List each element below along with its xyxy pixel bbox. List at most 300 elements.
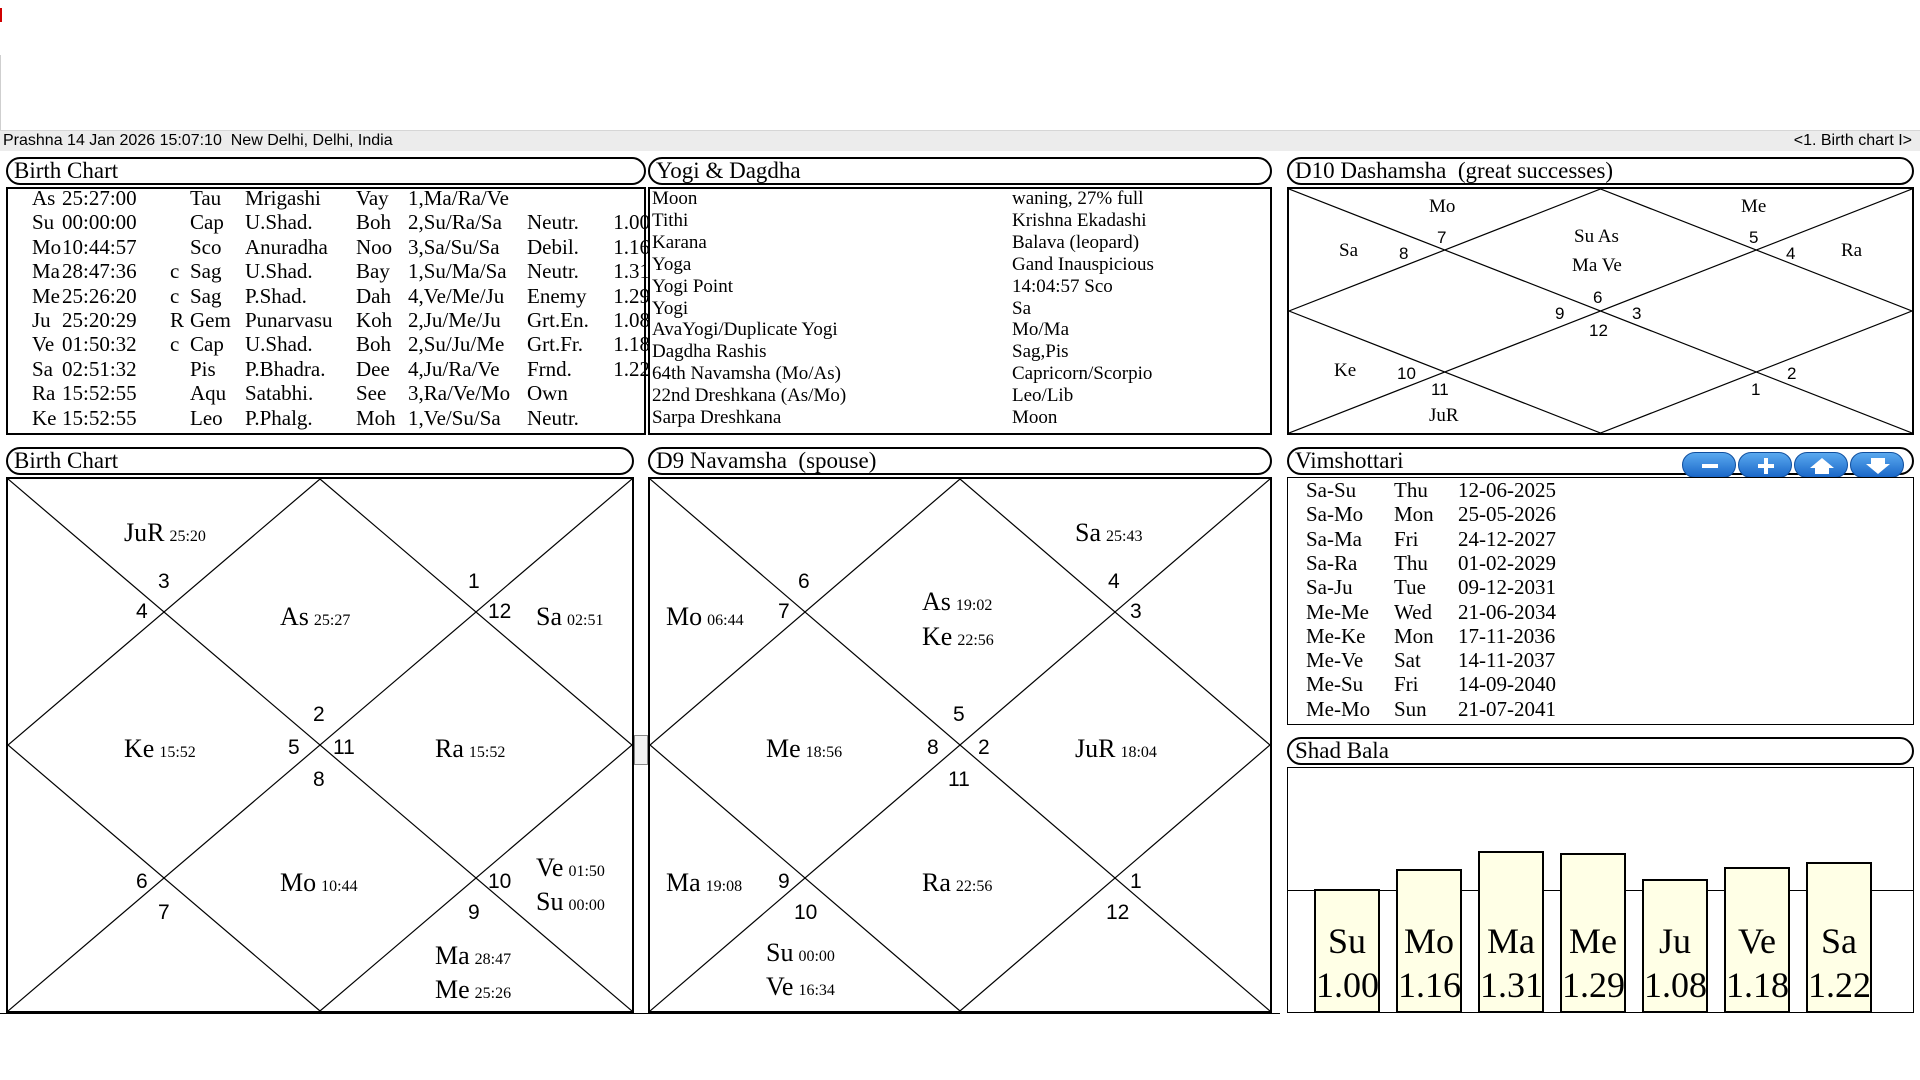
yogi-row	[652, 319, 1272, 341]
bc-ke-degree: 15:52	[159, 744, 196, 761]
planet-cell-deg: 01:50:32	[62, 332, 137, 357]
bc-me-name: Me	[435, 975, 470, 1004]
shadbala-bar	[1314, 889, 1380, 1013]
planet-cell-rel: Neutr.	[527, 405, 579, 430]
yogi-row	[652, 363, 1272, 385]
bc-ke	[124, 736, 196, 766]
planet-cell-bal: 1.29	[613, 283, 650, 308]
d9-jur-degree: 18:04	[1120, 744, 1157, 761]
d9-n6: 6	[798, 570, 810, 593]
planet-row	[10, 332, 650, 356]
planet-cell-sign: Sag	[190, 283, 222, 308]
planet-cell-rel: Frnd.	[527, 356, 572, 381]
dasha-day: Thu	[1394, 550, 1428, 575]
vimshottari-row[interactable]	[1306, 600, 1706, 624]
yogi-key: 64th Navamsha (Mo/As)	[652, 363, 841, 385]
chart-selector-label[interactable]: <1. Birth chart I>	[1793, 132, 1912, 149]
shadbala-bar-value: 1.22	[1808, 964, 1871, 1005]
bc-n4: 4	[136, 600, 148, 623]
shadbala-bar-label: Sa	[1821, 920, 1857, 961]
bc-n7: 7	[158, 901, 170, 924]
planet-cell-pada: Boh	[356, 332, 392, 357]
planet-cell-lords: 2,Su/Ju/Me	[408, 332, 505, 357]
dasha-period: Me-Me	[1306, 599, 1369, 624]
bc-sa-degree: 02:51	[567, 612, 604, 629]
d9-n3: 3	[1130, 600, 1142, 623]
d10-center2: Ma Ve	[1572, 255, 1622, 276]
bc-me	[435, 977, 511, 1007]
d9-ke	[922, 624, 994, 654]
planet-cell-pada: Moh	[356, 405, 396, 430]
arrow-up-icon	[1795, 453, 1849, 479]
bc-n10: 10	[488, 870, 512, 893]
shadbala-title: Shad Bala	[1287, 737, 1914, 765]
planet-row	[10, 406, 650, 430]
planet-cell-pada: Noo	[356, 234, 393, 259]
bc-ra	[435, 736, 505, 766]
yogi-row	[652, 385, 1272, 407]
yogi-value: Sa	[1012, 297, 1031, 319]
bc-n3: 3	[158, 570, 170, 593]
yogi-key: Moon	[652, 188, 698, 209]
planet-cell-deg: 15:52:55	[62, 381, 137, 406]
level-down-button[interactable]	[1850, 452, 1904, 478]
d9-ve-name: Ve	[766, 972, 794, 1001]
bc-as-name: As	[280, 602, 309, 631]
zoom-out-button[interactable]	[1682, 452, 1736, 478]
vimshottari-title: Vimshottari	[1287, 447, 1914, 475]
d9-me-name: Me	[766, 734, 801, 763]
yogi-row	[652, 232, 1272, 254]
d9-ve-degree: 16:34	[798, 982, 835, 999]
birth-chart-panel[interactable]	[6, 477, 634, 1013]
planet-cell-pada: Dah	[356, 283, 391, 308]
yogi-key: Yogi	[652, 297, 689, 319]
planet-row	[10, 357, 650, 381]
planet-cell-deg: 25:26:20	[62, 283, 137, 308]
d9-as	[922, 589, 992, 619]
bc-as-degree: 25:27	[313, 612, 351, 629]
planet-cell-deg: 00:00:00	[62, 210, 137, 235]
zoom-in-button[interactable]	[1738, 452, 1792, 478]
dasha-date: 24-12-2027	[1458, 526, 1556, 551]
yogi-value: Sag,Pis	[1012, 341, 1069, 363]
bc-sa	[536, 604, 603, 634]
dasha-period: Sa-Su	[1306, 478, 1357, 502]
bc-n9: 9	[468, 901, 480, 924]
planet-cell-nak: Satabhi.	[245, 381, 314, 406]
planet-cell-lords: 2,Ju/Me/Ju	[408, 308, 501, 332]
planet-cell-rel: Neutr.	[527, 210, 579, 235]
bc-ve-degree: 01:50	[568, 863, 605, 880]
d10-n2: 2	[1787, 364, 1797, 383]
shadbala-bar-value: 1.31	[1480, 965, 1543, 1005]
dasha-day: Wed	[1394, 599, 1432, 624]
bc-ke-name: Ke	[124, 734, 155, 763]
planet-cell-nak: P.Bhadra.	[245, 356, 326, 381]
planet-cell-lords: 4,Ju/Ra/Ve	[408, 356, 500, 381]
dasha-period: Sa-Ra	[1306, 550, 1358, 575]
bc-su-degree: 00:00	[568, 897, 605, 914]
shadbala-bar	[1724, 867, 1790, 1013]
planet-cell-nak: P.Phalg.	[245, 405, 313, 430]
bc-mo-name: Mo	[280, 868, 317, 897]
dasha-day: Sat	[1394, 648, 1421, 673]
dasha-period: Me-Ve	[1306, 648, 1364, 673]
planet-cell-sign: Gem	[190, 308, 231, 332]
shadbala-bar	[1396, 869, 1462, 1013]
shadbala-bar-value: 1.18	[1726, 964, 1789, 1005]
shadbala-bar-label: Me	[1569, 920, 1617, 961]
d9-mo-name: Mo	[666, 602, 703, 631]
yogi-value: Mo/Ma	[1012, 319, 1069, 341]
planet-cell-lords: 3,Sa/Su/Sa	[408, 234, 500, 259]
planet-cell-rel: Grt.Fr.	[527, 332, 584, 357]
yogi-key: Yoga	[652, 253, 692, 275]
planet-cell-bal: 1.22	[613, 356, 650, 381]
planet-cell-sign: Leo	[190, 405, 223, 430]
shadbala-bar	[1642, 879, 1708, 1013]
planet-cell-p: Sa	[32, 356, 53, 381]
d9-title: D9 Navamsha (spouse)	[648, 447, 1272, 475]
yogi-row	[652, 298, 1272, 320]
d9-ra	[922, 870, 992, 900]
planet-cell-p: Ve	[32, 332, 55, 357]
d9-panel[interactable]	[648, 477, 1272, 1013]
d10-mo: Mo	[1429, 196, 1456, 217]
d10-n4: 4	[1786, 244, 1796, 263]
vimshottari-row[interactable]	[1306, 672, 1706, 696]
splitter-handle[interactable]	[634, 735, 648, 765]
planet-cell-bal: 1.16	[613, 234, 650, 259]
shadbala-bar	[1806, 862, 1872, 1013]
planet-cell-p: Ra	[32, 381, 56, 406]
d9-ke-name: Ke	[922, 622, 953, 651]
planet-cell-flag: c	[170, 259, 180, 284]
level-up-button[interactable]	[1794, 452, 1848, 478]
d9-n10: 10	[794, 901, 818, 924]
planet-cell-sign: Sag	[190, 259, 222, 284]
planet-cell-deg: 15:52:55	[62, 405, 137, 430]
chart-info-text: Prashna 14 Jan 2026 15:07:10 New Delhi, Delhi, India	[3, 132, 393, 149]
planet-cell-flag: R	[170, 308, 185, 332]
yogi-row	[652, 276, 1272, 298]
planet-cell-p: Su	[32, 210, 55, 235]
d10-n9: 9	[1555, 304, 1565, 323]
planet-cell-sign: Cap	[190, 210, 224, 235]
bc-ma	[435, 943, 511, 973]
planet-cell-pada: Boh	[356, 210, 392, 235]
bottom-border	[0, 1013, 1280, 1018]
planet-cell-bal: 1.08	[613, 308, 650, 332]
shadbala-bar	[1560, 853, 1626, 1013]
d9-n5: 5	[953, 703, 965, 726]
birth-chart-title: Birth Chart	[6, 447, 634, 475]
vimshottari-row[interactable]	[1306, 502, 1706, 526]
yogi-row	[652, 188, 1272, 210]
d9-su-name: Su	[766, 938, 794, 967]
shadbala-bar-label: Ma	[1487, 921, 1535, 961]
planet-cell-pada: Vay	[356, 186, 389, 210]
planet-cell-deg: 25:20:29	[62, 308, 137, 332]
dasha-day: Thu	[1394, 478, 1428, 502]
d9-jur	[1075, 736, 1157, 766]
bc-n2: 2	[313, 703, 325, 726]
d9-n7: 7	[778, 600, 790, 623]
d10-n3: 3	[1632, 304, 1642, 323]
dasha-day: Mon	[1394, 502, 1434, 527]
dasha-period: Me-Su	[1306, 672, 1364, 697]
d10-ke: Ke	[1334, 360, 1357, 381]
d10-n8: 8	[1399, 244, 1409, 263]
plus-icon	[1739, 453, 1793, 479]
planet-cell-nak: Punarvasu	[245, 308, 333, 332]
planet-cell-lords: 1,Ve/Su/Sa	[408, 405, 501, 430]
shadbala-bar-label: Su	[1327, 921, 1367, 961]
planet-cell-p: As	[32, 186, 56, 210]
planet-cell-pada: Koh	[356, 308, 393, 332]
d9-me-degree: 18:56	[805, 744, 843, 761]
bc-su-name: Su	[536, 887, 564, 916]
shadbala-bar-label: Ve	[1738, 920, 1776, 961]
yogi-value: Capricorn/Scorpio	[1012, 363, 1153, 385]
yogi-value: 14:04:57 Sco	[1012, 275, 1113, 297]
planet-cell-rel: Neutr.	[527, 259, 579, 284]
shadbala-bar-value: 1.08	[1644, 964, 1707, 1005]
d10-title: D10 Dashamsha (great successes)	[1287, 157, 1914, 185]
bc-mo-degree: 10:44	[321, 878, 358, 895]
d9-ma-degree: 19:08	[705, 878, 743, 895]
bc-ve-name: Ve	[536, 853, 564, 882]
d9-me	[766, 736, 842, 766]
planet-cell-bal: 1.00	[613, 210, 650, 235]
d9-sa	[1075, 520, 1142, 550]
bc-n12: 12	[488, 600, 512, 623]
bc-sa-name: Sa	[536, 602, 562, 631]
arrow-down-icon	[1851, 453, 1905, 479]
bc-n1: 1	[468, 570, 480, 593]
shadbala-bar-value: 1.29	[1562, 964, 1625, 1005]
planet-cell-sign: Cap	[190, 332, 224, 357]
d10-n1: 1	[1751, 380, 1761, 399]
planet-cell-p: Ma	[32, 259, 60, 284]
planet-cell-deg: 02:51:32	[62, 356, 137, 381]
d9-ra-degree: 22:56	[955, 878, 993, 895]
d9-as-name: As	[922, 587, 951, 616]
planet-cell-deg: 28:47:36	[62, 259, 137, 284]
planet-cell-p: Mo	[32, 234, 62, 259]
dasha-day: Tue	[1394, 575, 1426, 600]
bc-n11: 11	[333, 736, 355, 759]
yogi-row	[652, 254, 1272, 276]
planet-row	[10, 381, 650, 405]
dasha-date: 14-11-2037	[1458, 648, 1556, 673]
planet-row	[10, 186, 650, 210]
yogi-key: AvaYogi/Duplicate Yogi	[652, 319, 838, 341]
yogi-key: Yogi Point	[652, 275, 733, 297]
d10-center1: Su As	[1574, 226, 1619, 247]
planet-cell-lords: 2,Su/Ra/Sa	[408, 210, 502, 235]
bc-n8: 8	[313, 768, 325, 791]
dasha-period: Sa-Ju	[1306, 575, 1353, 600]
d10-n12: 12	[1589, 321, 1608, 340]
d9-mo	[666, 604, 744, 634]
dasha-date: 14-09-2040	[1458, 672, 1556, 697]
planet-cell-pada: Dee	[356, 356, 390, 381]
yogi-value: Balava (leopard)	[1012, 231, 1140, 253]
d9-ra-name: Ra	[922, 868, 951, 897]
planet-row	[10, 210, 650, 234]
d9-ma-name: Ma	[666, 868, 701, 897]
dasha-date: 21-07-2041	[1458, 696, 1556, 721]
planet-cell-sign: Pis	[190, 356, 216, 381]
d9-n2: 2	[978, 736, 990, 759]
d9-sa-name: Sa	[1075, 518, 1101, 547]
vimshottari-row[interactable]	[1306, 624, 1706, 648]
window-edge-line	[0, 55, 3, 135]
d10-jur: JuR	[1429, 405, 1459, 426]
planet-cell-p: Ju	[32, 308, 51, 332]
planet-cell-sign: Sco	[190, 234, 222, 259]
yogi-key: Sarpa Dreshkana	[652, 407, 782, 428]
planet-cell-bal: 1.18	[613, 332, 650, 357]
d9-ke-degree: 22:56	[957, 632, 994, 649]
vimshottari-row[interactable]	[1306, 575, 1706, 599]
d9-n1: 1	[1130, 870, 1142, 893]
yogi-key: Tithi	[652, 209, 689, 231]
vimshottari-row[interactable]	[1306, 697, 1706, 721]
yogi-row	[652, 341, 1272, 363]
dasha-day: Fri	[1394, 672, 1419, 697]
yogi-title: Yogi & Dagdha	[648, 157, 1272, 185]
dasha-period: Me-Ke	[1306, 623, 1366, 648]
planet-cell-sign: Aqu	[190, 381, 227, 406]
d9-su	[766, 940, 835, 970]
planet-cell-deg: 25:27:00	[62, 186, 137, 210]
dasha-day: Fri	[1394, 526, 1419, 551]
birth-table-title: Birth Chart	[6, 157, 646, 185]
yogi-value: waning, 27% full	[1012, 188, 1144, 209]
planet-row	[10, 235, 650, 259]
yogi-row	[652, 210, 1272, 232]
planet-cell-lords: 3,Ra/Ve/Mo	[408, 381, 511, 406]
planet-cell-flag: c	[170, 283, 180, 308]
bc-n6: 6	[136, 870, 148, 893]
planet-row	[10, 308, 650, 332]
dasha-day: Mon	[1394, 623, 1434, 648]
birth-chart-lines	[8, 479, 632, 1011]
planet-cell-p: Ke	[32, 405, 57, 430]
planet-cell-rel: Debil.	[527, 234, 579, 259]
vimshottari-row[interactable]	[1306, 648, 1706, 672]
d10-n11: 11	[1431, 380, 1449, 399]
dasha-date: 25-05-2026	[1458, 502, 1556, 527]
dasha-date: 17-11-2036	[1458, 623, 1556, 648]
dasha-period: Sa-Ma	[1306, 526, 1362, 551]
d9-chart-lines	[650, 479, 1270, 1011]
minus-icon	[1683, 453, 1737, 479]
d9-sa-degree: 25:43	[1106, 528, 1143, 545]
d9-n8: 8	[927, 736, 939, 759]
bc-jur-name: JuR	[124, 518, 165, 547]
d10-ra: Ra	[1841, 240, 1863, 261]
dasha-day: Sun	[1394, 696, 1427, 721]
d10-n5: 5	[1749, 228, 1759, 247]
yogi-value: Gand Inauspicious	[1012, 253, 1154, 275]
dasha-date: 01-02-2029	[1458, 550, 1556, 575]
d10-n10: 10	[1397, 364, 1416, 383]
bc-n5: 5	[288, 736, 300, 759]
dasha-date: 21-06-2034	[1458, 599, 1556, 624]
d10-me: Me	[1741, 196, 1767, 217]
planet-cell-nak: U.Shad.	[245, 210, 313, 235]
d10-panel[interactable]	[1287, 187, 1914, 435]
bc-mo	[280, 870, 358, 900]
d9-n11: 11	[948, 768, 970, 791]
planet-cell-nak: U.Shad.	[245, 259, 313, 284]
vimshottari-row[interactable]	[1306, 478, 1706, 502]
planet-cell-sign: Tau	[190, 186, 222, 210]
bc-ra-degree: 15:52	[468, 744, 506, 761]
window-corner-mark	[0, 8, 2, 22]
d9-su-degree: 00:00	[798, 948, 835, 965]
shadbala-bar-value: 1.16	[1398, 964, 1461, 1005]
bc-su	[536, 889, 605, 919]
bc-as	[280, 604, 350, 634]
planet-cell-bal: 1.31	[613, 259, 650, 284]
planet-cell-pada: See	[356, 381, 387, 406]
status-bar	[0, 130, 1920, 151]
d9-mo-degree: 06:44	[707, 612, 744, 629]
planet-cell-rel: Own	[527, 381, 568, 406]
yogi-value: Krishna Ekadashi	[1012, 209, 1147, 231]
dasha-period: Sa-Mo	[1306, 502, 1364, 527]
d10-n6: 6	[1593, 288, 1603, 307]
planet-cell-nak: Anuradha	[245, 234, 328, 259]
bc-ve	[536, 855, 605, 885]
bc-me-degree: 25:26	[474, 985, 512, 1002]
vimshottari-row[interactable]	[1306, 527, 1706, 551]
bc-jur-degree: 25:20	[169, 528, 206, 545]
shadbala-bar-value: 1.00	[1316, 965, 1379, 1005]
dasha-period: Me-Mo	[1306, 696, 1371, 721]
bc-ma-name: Ma	[435, 941, 470, 970]
shadbala-bar-label: Ju	[1658, 920, 1691, 961]
yogi-value: Moon	[1012, 407, 1058, 428]
d9-n4: 4	[1108, 570, 1120, 593]
planet-cell-rel: Grt.En.	[527, 308, 589, 332]
d9-n9: 9	[778, 870, 790, 893]
vimshottari-row[interactable]	[1306, 551, 1706, 575]
d9-ma	[666, 870, 742, 900]
d9-n12: 12	[1106, 901, 1130, 924]
yogi-key: Karana	[652, 231, 707, 253]
dasha-date: 12-06-2025	[1458, 478, 1556, 502]
planet-cell-p: Me	[32, 283, 60, 308]
d10-sa: Sa	[1339, 240, 1358, 261]
planet-cell-nak: U.Shad.	[245, 332, 313, 357]
planet-row	[10, 259, 650, 283]
dasha-date: 09-12-2031	[1458, 575, 1556, 600]
planet-cell-lords: 1,Ma/Ra/Ve	[408, 186, 509, 210]
planet-cell-nak: Mrigashi	[245, 186, 321, 210]
d9-jur-name: JuR	[1075, 734, 1116, 763]
planet-cell-lords: 1,Su/Ma/Sa	[408, 259, 507, 284]
shadbala-bar-label: Mo	[1403, 920, 1454, 961]
planet-cell-flag: c	[170, 332, 180, 357]
planet-cell-rel: Enemy	[527, 283, 587, 308]
bc-jur	[124, 520, 206, 550]
